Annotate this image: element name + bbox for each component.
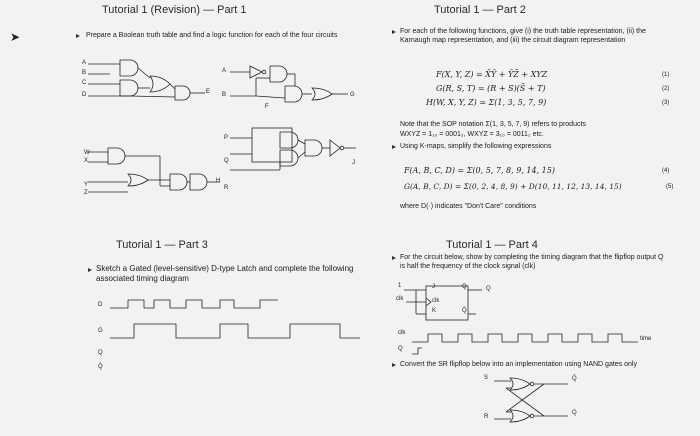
kmap-instruction: Using K-maps, simplify the following expressions bbox=[400, 143, 552, 150]
sr-label-r: R bbox=[484, 414, 489, 420]
part4-title: Tutorial 1 — Part 4 bbox=[446, 239, 538, 251]
time-axis-label: time bbox=[640, 336, 652, 342]
function-4: F(A, B, C, D) = Σ(0, 5, 7, 8, 9, 14, 15) bbox=[404, 166, 555, 175]
function-1-number: (1) bbox=[662, 72, 670, 78]
clock-timing-diagram bbox=[412, 332, 652, 358]
input-label-q: Q bbox=[224, 158, 229, 164]
function-3-number: (3) bbox=[662, 100, 670, 106]
function-2: G(R, S, T) = (R + S)(S̄ + T) bbox=[436, 84, 546, 93]
sop-note-line1: Note that the SOP notation Σ(1, 3, 5, 7, 9) refers to products bbox=[400, 121, 586, 128]
jk-label-qbar: Q̄ bbox=[462, 308, 467, 314]
output-label-f: F bbox=[265, 104, 269, 110]
signal-label-d: D bbox=[98, 302, 103, 308]
input-label-w: W bbox=[84, 150, 90, 156]
input-label-c: C bbox=[82, 80, 87, 86]
input-label-a2: A bbox=[222, 68, 227, 74]
pointer-cursor-icon: ➤ bbox=[10, 30, 21, 44]
output-label-e: E bbox=[206, 89, 211, 95]
timing-label-clk: clk bbox=[398, 330, 406, 336]
part2-title: Tutorial 1 — Part 2 bbox=[434, 4, 526, 16]
latch-timing-diagram bbox=[110, 296, 370, 346]
input-label-r: R bbox=[224, 185, 229, 191]
input-label-x: X bbox=[84, 158, 89, 164]
sr-flipflop-diagram bbox=[488, 374, 598, 430]
part2-instruction: For each of the following functions, give (i) the truth table representation, (ii) the Karnaugh map representation, and (iii) the circuit diagram representation bbox=[400, 28, 646, 44]
timing-label-q: Q bbox=[398, 346, 403, 352]
part4-instruction: For the circuit below, show by completing the timing diagram that the flipflop output Q is half the frequency of the clock signal (clk) bbox=[400, 254, 664, 270]
input-label-b: B bbox=[82, 70, 87, 76]
input-label-b2: B bbox=[222, 92, 227, 98]
part4-bullet-marker bbox=[392, 256, 396, 260]
function-2-number: (2) bbox=[662, 86, 670, 92]
function-5: G(A, B, C, D) = Σ(0, 2, 4, 8, 9) + D(10, 11, 12, 13, 14, 15) bbox=[404, 182, 622, 191]
part1-instruction: Prepare a Boolean truth table and find a logic function for each of the four circuits bbox=[86, 32, 338, 39]
jk-output-q: Q bbox=[486, 286, 491, 292]
signal-label-q: Q bbox=[98, 350, 103, 356]
jk-label-q: Q bbox=[462, 284, 467, 290]
signal-label-qbar: Q̄ bbox=[98, 364, 103, 370]
input-label-a: A bbox=[82, 60, 87, 66]
jk-input-one: 1 bbox=[398, 283, 402, 289]
sr-label-qbar: Q̄ bbox=[572, 376, 577, 382]
sr-instruction: Convert the SR flipflop below into an implementation using NAND gates only bbox=[400, 361, 637, 368]
part2-bullet2-marker bbox=[392, 145, 396, 149]
input-label-p: P bbox=[224, 135, 229, 141]
part3-instruction: Sketch a Gated (level-sensitive) D-type Latch and complete the following associated timing diagram bbox=[96, 264, 354, 283]
jk-label-j: J bbox=[432, 284, 435, 290]
sr-label-s: S bbox=[484, 375, 489, 381]
input-label-d: D bbox=[82, 92, 87, 98]
jk-input-clk: clk bbox=[396, 296, 404, 302]
jk-label-clk: clk bbox=[432, 298, 440, 304]
jk-label-k: K bbox=[432, 308, 437, 314]
sr-label-q: Q bbox=[572, 410, 577, 416]
output-label-j: J bbox=[352, 160, 355, 166]
function-4-number: (4) bbox=[662, 168, 670, 174]
sop-note-line2: WXYZ = 1₁₀ = 0001₂, WXYZ = 3₁₀ = 0011₂ etc. bbox=[400, 131, 544, 138]
input-label-y: Y bbox=[84, 182, 89, 188]
output-label-h: H bbox=[216, 178, 221, 184]
part2-bullet-marker bbox=[392, 30, 396, 34]
part3-bullet-marker bbox=[88, 268, 92, 272]
function-1: F(X, Y, Z) = X̄Ȳ + ȲZ̄ + XYZ bbox=[436, 70, 548, 79]
function-3: H(W, X, Y, Z) = Σ(1, 3, 5, 7, 9) bbox=[426, 98, 547, 107]
dont-care-note: where D(·) indicates "Don't Care" conditions bbox=[400, 203, 537, 210]
part1-bullet-marker bbox=[76, 34, 80, 38]
output-label-g: G bbox=[350, 92, 355, 98]
part1-title: Tutorial 1 (Revision) — Part 1 bbox=[102, 4, 247, 16]
input-label-z: Z bbox=[84, 190, 88, 196]
function-5-number: (5) bbox=[666, 184, 674, 190]
signal-label-g: G bbox=[98, 328, 103, 334]
part4-bullet2-marker bbox=[392, 363, 396, 367]
part3-title: Tutorial 1 — Part 3 bbox=[116, 239, 208, 251]
